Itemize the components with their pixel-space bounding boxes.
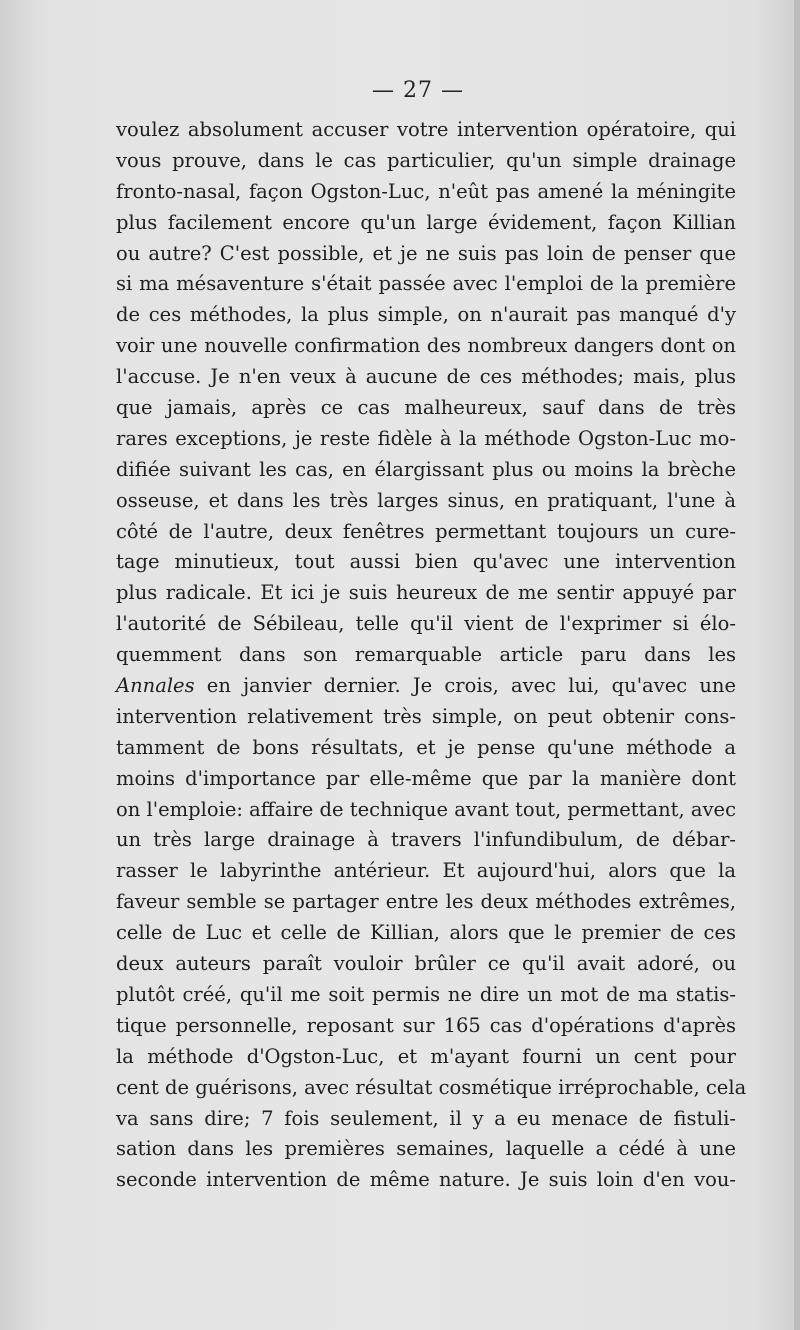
text-line: un très large drainage à travers l'infundibulum, de débar- (116, 828, 736, 852)
text-line: tique personnelle, reposant sur 165 cas d'opérations d'après (116, 1013, 736, 1037)
text-line: plus facilement encore qu'un large évidement, façon Killian (116, 210, 736, 234)
text-line: ou autre? C'est possible, et je ne suis pas loin de penser que (116, 241, 736, 265)
text-line: que jamais, après ce cas malheureux, sauf dans de très (116, 396, 736, 420)
text-line: quemment dans son remarquable article paru dans les (116, 643, 736, 667)
page-number: — 27 — (372, 78, 464, 103)
text-line: l'autorité de Sébileau, telle qu'il vient de l'exprimer si élo- (116, 612, 736, 636)
text-line: la méthode d'Ogston-Luc, et m'ayant fourni un cent pour (116, 1044, 736, 1068)
text-line: deux auteurs paraît vouloir brûler ce qu'il avait adoré, ou (116, 952, 736, 976)
text-line: vous prouve, dans le cas particulier, qu'un simple drainage (116, 148, 736, 172)
text-line: l'accuse. Je n'en veux à aucune de ces méthodes; mais, plus (116, 365, 736, 389)
text-line: rares exceptions, je reste fidèle à la méthode Ogston-Luc mo- (116, 426, 736, 450)
text-line: si ma mésaventure s'était passée avec l'emploi de la première (116, 272, 736, 296)
text-line: moins d'importance par elle-même que par la manière dont (116, 766, 736, 790)
text-line: va sans dire; 7 fois seulement, il y a eu menace de fistuli- (116, 1106, 736, 1130)
italic-journal-title: Annales (116, 674, 195, 698)
text-line: de ces méthodes, la plus simple, on n'aurait pas manqué d'y (116, 303, 736, 327)
text-line: tamment de bons résultats, et je pense qu'une méthode a (116, 735, 736, 759)
text-line: on l'emploie: affaire de technique avant tout, permettant, avec (116, 797, 736, 821)
text-line: faveur semble se partager entre les deux méthodes extrêmes, (116, 890, 736, 914)
text-line-remainder: en janvier dernier. Je crois, avec lui, qu'avec une (206, 674, 736, 698)
text-line: osseuse, et dans les très larges sinus, en pratiquant, l'une à (116, 488, 736, 512)
text-line: difiée suivant les cas, en élargissant plus ou moins la brèche (116, 457, 736, 481)
text-line: celle de Luc et celle de Killian, alors que le premier de ces (116, 921, 736, 945)
text-line: fronto-nasal, façon Ogston-Luc, n'eût pas amené la méningite (116, 179, 736, 203)
text-line: côté de l'autre, deux fenêtres permettant toujours un cure- (116, 519, 736, 543)
text-line: plus radicale. Et ici je suis heureux de me sentir appuyé par (116, 581, 736, 605)
text-line: tage minutieux, tout aussi bien qu'avec une intervention (116, 550, 736, 574)
text-line: voir une nouvelle confirmation des nombreux dangers dont on (116, 334, 736, 358)
page-edge (794, 0, 800, 1330)
text-line: cent de guérisons, avec résultat cosmétique irréprochable, cela (116, 1075, 747, 1099)
text-line: intervention relativement très simple, on peut obtenir cons- (116, 704, 736, 728)
text-line: plutôt créé, qu'il me soit permis ne dire un mot de ma statis- (116, 982, 736, 1006)
text-line: seconde intervention de même nature. Je suis loin d'en vou- (116, 1168, 736, 1192)
text-line-with-italic (116, 671, 736, 702)
body-text (116, 115, 747, 1196)
text-line: voulez absolument accuser votre intervention opératoire, qui (116, 118, 736, 141)
text-line: sation dans les premières semaines, laquelle a cédé à une (116, 1137, 736, 1161)
text-line: rasser le labyrinthe antérieur. Et aujourd'hui, alors que la (116, 859, 736, 883)
